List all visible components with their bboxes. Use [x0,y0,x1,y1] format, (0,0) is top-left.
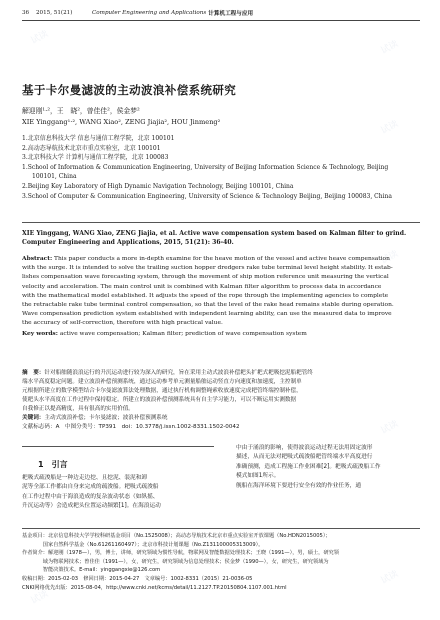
footnote-line: 基金项目：北京信息科技大学学校科研基金项目（No.1525008）；高动态导航技术北京市重点实验室开放课题（No.HDN2015005）； [22,533,331,539]
affiliations [22,134,420,201]
watermark: 试读 [379,249,401,267]
cn-abstract-label: 摘 要： [22,370,45,376]
abstract-line: Wave compensation prediction system established with independent learning ability, can use the measured data to improve [22,311,392,318]
abstract-line: Abstract: This paper conducts a more in-depth examine for the heave motion of the vessel and active heave compensation [22,255,390,262]
abstract-en [22,254,420,339]
body-line: 描述，从而无法对耙吸式疏浚船耙管终端水平高度进行 [236,454,373,461]
watermark: 试读 [379,569,401,587]
footnote-line: 作者简介：解迎刚（1978—），男，博士，讲师，研究领域为惯性导航，物联网及智能数据处理技术；王晓（1991—），男，硕士，研究领 [22,550,339,557]
footnotes [22,532,420,592]
journal-name-cn: 计算机工程与应用 [208,11,254,17]
affiliation-line: 1.School of Information & Communication Engineering, University of Beijing Information Science & Technology, Beijing [22,163,389,171]
watermark: 试读 [379,419,401,437]
body-line: 泥等全部工作都由自身来完成的疏浚船。耙吸式疏浚船 [22,484,159,491]
body-line: 耙吸式疏浚船是一种边走边挖、且挖泥、装泥和卸 [22,475,148,481]
keywords-cn: 关键词：主动式波浪补偿；卡尔曼滤波；波浪补偿预测系统 [22,415,168,421]
affiliation-line: 100101, China [32,173,77,181]
watermark: 试读 [29,29,51,47]
body-right-column [236,444,422,491]
body-line: 中由于涌浪的影响，使得波浪运动过程无法用固定波形 [236,445,373,451]
watermark: 试读 [29,589,51,607]
cn-abstract-line: 使耙头水平高度在工作过程中保持稳定。所建立的波浪补偿预测系统具有自主学习能力，可以不断运用实测数据 [22,397,297,403]
keywords-en: Key words: active wave compensation; Kalman filter; prediction of wave compensation system [22,329,307,337]
authors-en: XIE Yinggang¹·², WANG Xiao², ZENG Jiajia², HOU Jinmeng² [22,118,221,126]
cn-abstract-line: 元根据所建立的数学模型结合卡尔曼滤波算法处理数据，通过执行机构调整绳索收放速度完成耙管终端控制补偿， [22,388,302,394]
abstract-line: lishes compensation wave forecasting system, through the movement of ship motion reference unit measuring the vertical [22,274,389,281]
affiliation-line: 3.北京科技大学 计算机与通信工程学院，北京 100083 [22,154,169,162]
abstract-line: with the mathematical model established. It adjusts the speed of the rope through the implementing agencies to complete [22,292,389,299]
page-number: 36 [22,10,30,16]
cn-abstract-line: 摘 要：针对船舶随浪浪运行的升沉运动进行较为深入的研究，旨在采用主动式波浪补偿耙头扩耙式耙吸挖泥船耙管终 [22,370,313,376]
footnote-line: 收稿日期：2015-02-03 修回日期：2015-04-27 文章编号：1002-8331（2015）21-0036-05 [22,575,253,582]
cn-abstract-line: 自我修正以提高精度，具有很高的实用价值。 [22,406,134,412]
affiliation-line: 2.Beijing Key Laboratory of High Dynamic Navigation Technology, Beijing 100101, China [22,182,294,190]
document-id: 文献标志码：A 中图分类号：TP391 doi：10.3778/j.issn.1002-8331.1502-0042 [22,424,240,430]
divider [22,446,214,447]
section-heading: 1 引言 [38,460,68,469]
abstract-line: with the surge. It is intended to solve the trailing suction hopper dredgers rake tube terminal level height stability. It estab- [22,265,393,272]
cn-abstract-line: 端水平高度稳定问题。建立波浪补偿预测系统，通过运动参考单元测量船舶运动竖直方向速度和加速度，主控制单 [22,379,302,385]
cn-keywords-label: 关键词： [22,415,45,421]
citation [22,229,420,248]
running-header [22,6,420,21]
divider [22,222,420,223]
footnote-line: 国家自然科学基金（No.61261160497）；北京市科技计划课题（No.Z131100005313009）。 [22,541,264,548]
body-line: 在工作过程中由于海浪造成的复杂波动状态（如纵摇、 [22,493,159,500]
citation-line: Computer Engineering and Applications, 2015, 51(21): 36-40. [22,239,234,247]
affiliation-line: 2.高动态导航技术北京市重点实验室，北京 100101 [22,144,161,152]
body-line: 升沉运动等）会造成耙头位置运动频繁[1]。在海浪运动 [22,503,161,510]
footnote-line: CNKI网络优先出版：2015-08-04，http://www.cnki.net/kcms/detail/11.2127.TP.20150804.1107.001.html [22,584,287,591]
body-line: 舰船在海洋环境下要进行安全有效的作业任务，通 [236,482,362,489]
body-left-column [22,474,208,512]
affiliation-line: 1.北京信息科技大学 信息与通信工程学院，北京 100101 [22,135,175,142]
abstract-cn [22,369,420,432]
footnote-line: 域为物联网技术；曾佳佳（1991—），女，研究生，研究领域为信息处理技术；侯金梦（1990—），女，研究生，研究领域为 [22,558,329,565]
affiliation-line: 3.School of Computer & Communication Engineering, University of Science & Technology Beijing, Beijing 100083, China [22,192,392,200]
paper-title: 基于卡尔曼滤波的主动波浪补偿系统研究 [22,83,237,97]
journal-name-en: Computer Engineering and Applications [92,10,207,16]
watermark: 试读 [379,119,401,137]
abstract-line: the accuracy of self-correction, therefore with high practical value. [22,320,223,327]
keywords-label: Key words: [22,329,58,337]
body-line: 准确预测，造成工程施工作业困难[2]。耙吸式疏浚船工作 [236,463,381,470]
volume-issue: 2015, 51(21) [36,10,73,16]
footnote-line: 智能决策技术。E-mail：yinggangxie@126.com [22,567,161,574]
authors-cn: 解迎刚¹·²，王 晓²，曾佳佳²，侯金梦² [22,107,140,115]
abstract-line: velocity and acceleration. The main control unit is combined with Kalman filter algorithm to process data in accordance [22,283,382,290]
divider [22,528,420,529]
abstract-label: Abstract: [22,255,53,262]
citation-line: XIE Yinggang, WANG Xiao, ZENG Jiajia, et al. Active wave compensation system based on Kalman filter to grind. [22,230,407,237]
watermark: 试读 [379,39,401,57]
abstract-line: the retractable rake tube terminal control compensation, so that the level of the rake head remains stable during operation. [22,302,394,309]
body-line: 模式如图1所示。 [236,473,280,480]
